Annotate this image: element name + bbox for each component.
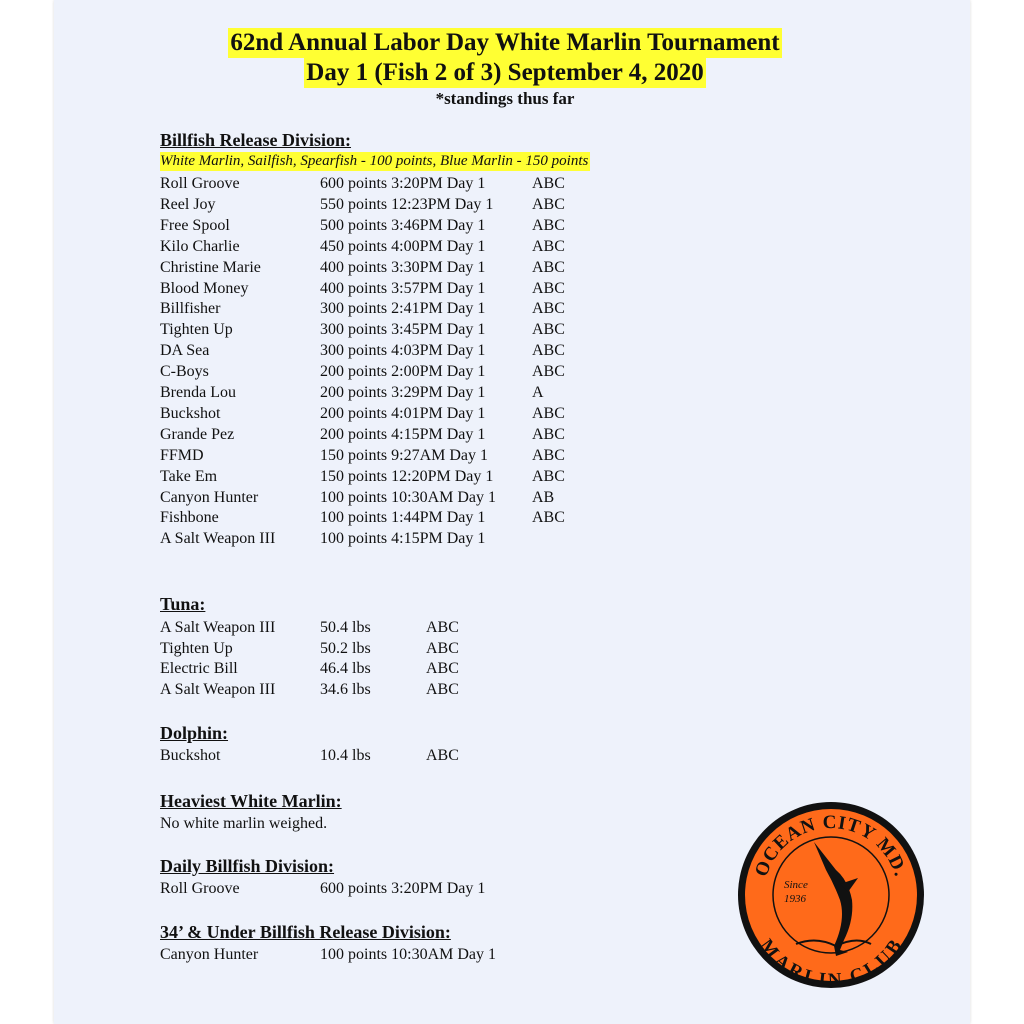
division-code: ABC [532,404,565,422]
division-code: ABC [532,446,565,464]
division-code: ABC [532,175,565,192]
catch-info: 100 points 1:44PM Day 1 [320,509,486,527]
billfish-points-note: White Marlin, Sailfish, Spearfish - 100 points, Blue Marlin - 150 points [160,153,589,169]
boat-name: Electric Bill [160,660,238,678]
catch-info: 150 points 9:27AM Day 1 [320,446,488,464]
division-code: ABC [426,660,459,678]
dolphin-heading: Dolphin: [160,723,229,743]
catch-info: 400 points 3:30PM Day 1 [320,258,486,276]
boat-name: Tighten Up [160,639,233,657]
catch-info: 600 points 3:20PM Day 1 [320,175,486,192]
catch-info: 200 points 3:29PM Day 1 [320,384,486,401]
catch-info: 100 points 10:30AM Day 1 [320,488,496,506]
catch-info: 600 points 3:20PM Day 1 [320,880,486,897]
division-code: ABC [426,619,459,636]
title-block [0,28,1010,110]
boat-name: Roll Groove [160,880,240,897]
boat-name: FFMD [160,446,204,464]
boat-name: DA Sea [160,342,210,360]
boat-name: Buckshot [160,404,221,422]
boat-name: Kilo Charlie [160,237,240,255]
catch-info: 500 points 3:46PM Day 1 [320,216,486,234]
catch-info: 46.4 lbs [320,660,371,678]
catch-info: 200 points 4:15PM Day 1 [320,425,486,443]
billfish-heading: Billfish Release Division: [160,130,352,150]
subtitle: *standings thus far [435,89,575,108]
boat-name: Reel Joy [160,195,216,213]
catch-info: 200 points 2:00PM Day 1 [320,363,486,381]
boat-name: Free Spool [160,216,230,234]
tuna-heading: Tuna: [160,594,206,614]
division-code: ABC [532,279,565,297]
catch-info: 100 points 10:30AM Day 1 [320,946,496,963]
boat-name: Billfisher [160,300,221,318]
division-code: ABC [532,300,565,318]
division-code: ABC [426,639,459,657]
title-line-1: 62nd Annual Labor Day White Marlin Tournament [230,29,780,56]
catch-info: 50.4 lbs [320,619,371,636]
catch-info: 150 points 12:20PM Day 1 [320,467,494,485]
boat-name: Blood Money [160,279,249,297]
division-code: ABC [532,363,565,381]
division-code: ABC [532,321,565,339]
catch-info: 450 points 4:00PM Day 1 [320,237,486,255]
boat-name: Tighten Up [160,321,233,339]
division-code: A [532,384,544,401]
boat-name: Roll Groove [160,175,240,192]
boat-name: Grande Pez [160,425,235,443]
boat-name: A Salt Weapon III [160,681,276,699]
catch-info: 550 points 12:23PM Day 1 [320,195,494,213]
catch-info: 50.2 lbs [320,639,371,657]
boat-name: Brenda Lou [160,384,236,401]
logo-year: 1936 [784,893,806,905]
catch-info: 300 points 4:03PM Day 1 [320,342,486,360]
catch-info: 100 points 4:15PM Day 1 [320,530,486,548]
division-code: ABC [532,216,565,234]
heaviest-white-marlin-heading: Heaviest White Marlin: [160,791,342,811]
under-34-heading: 34’ & Under Billfish Release Division: [160,922,451,942]
division-code: ABC [532,467,565,485]
division-code: ABC [532,195,565,213]
daily-billfish-heading: Daily Billfish Division: [160,856,335,876]
division-code: ABC [532,342,565,360]
division-code: ABC [532,425,565,443]
boat-name: A Salt Weapon III [160,530,276,548]
boat-name: A Salt Weapon III [160,619,276,636]
catch-info: 300 points 2:41PM Day 1 [320,300,486,318]
boat-name: Christine Marie [160,258,261,276]
catch-info: 34.6 lbs [320,681,371,699]
catch-info: 400 points 3:57PM Day 1 [320,279,486,297]
boat-name: Canyon Hunter [160,946,259,963]
logo-bottom-text: MARLIN CLUB [755,935,907,990]
division-code: ABC [532,258,565,276]
marlin-club-logo [736,800,926,990]
catch-info: 300 points 3:45PM Day 1 [320,321,486,339]
heaviest-white-marlin-text: No white marlin weighed. [160,815,328,832]
division-code: AB [532,488,555,506]
division-code: ABC [426,681,459,699]
boat-name: Fishbone [160,509,219,527]
division-code: ABC [532,509,565,527]
division-code: ABC [532,237,565,255]
boat-name: C-Boys [160,363,209,381]
catch-info: 200 points 4:01PM Day 1 [320,404,486,422]
title-line-2: Day 1 (Fish 2 of 3) September 4, 2020 [306,59,704,86]
division-code: ABC [426,747,459,764]
boat-name: Take Em [160,467,218,485]
logo-top-text: OCEAN CITY MD. [750,811,912,880]
logo-since: Since [784,879,808,891]
catch-info: 10.4 lbs [320,747,371,764]
boat-name: Buckshot [160,747,221,764]
boat-name: Canyon Hunter [160,488,259,506]
